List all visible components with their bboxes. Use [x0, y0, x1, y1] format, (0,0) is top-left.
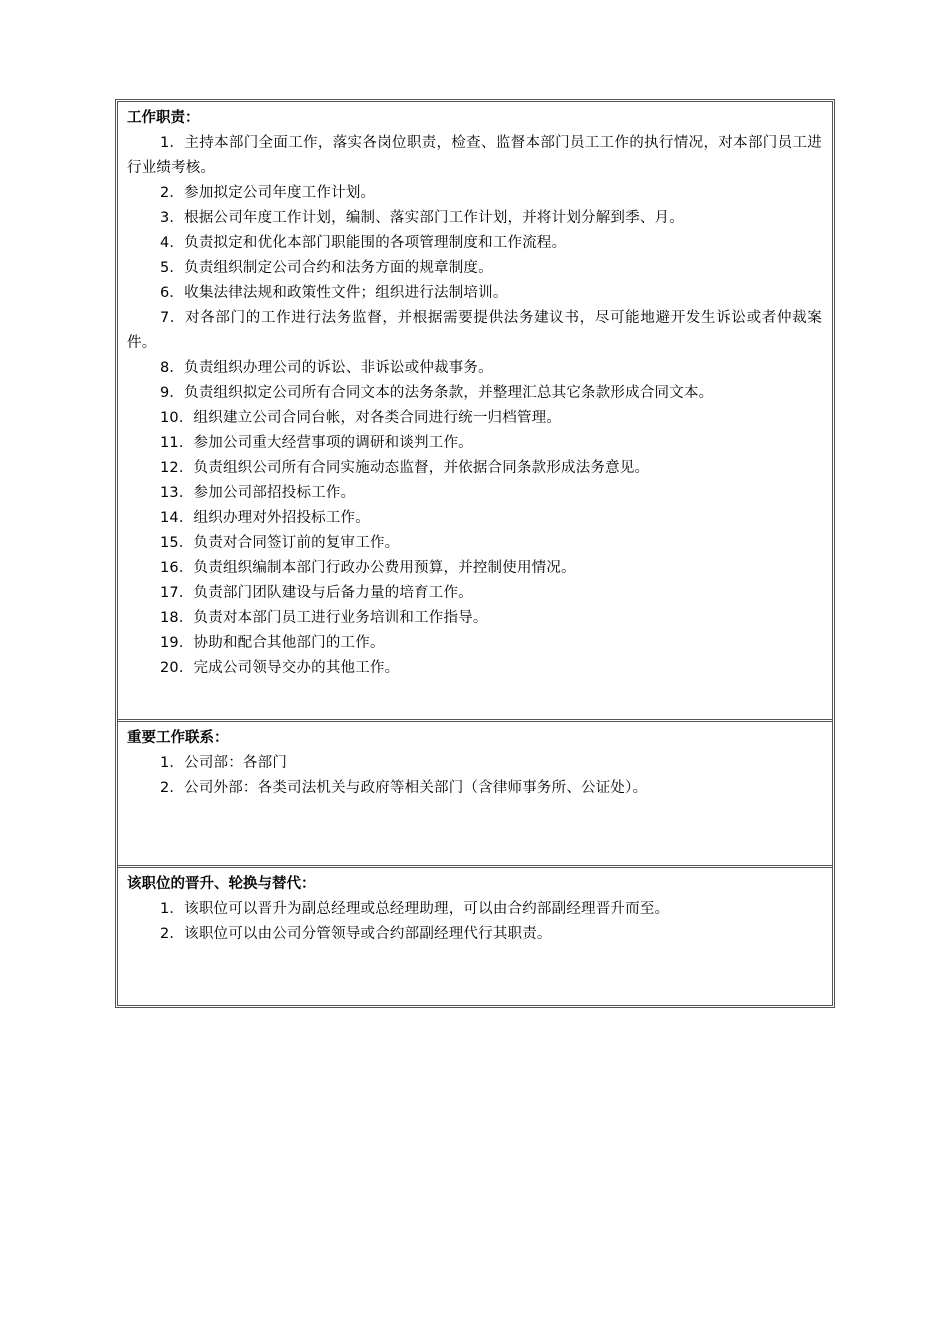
duties-title: 工作职责：: [127, 110, 200, 126]
duty-item: 4．负责拟定和优化本部门职能围的各项管理制度和工作流程。: [160, 235, 567, 251]
duty-item: 19．协助和配合其他部门的工作。: [160, 635, 385, 651]
duties-section: [118, 102, 832, 719]
contacts-section: [118, 719, 832, 865]
duty-item: 5．负责组织制定公司合约和法务方面的规章制度。: [160, 260, 493, 276]
duty-item: 2．参加拟定公司年度工作计划。: [160, 185, 376, 201]
duty-item: 20．完成公司领导交办的其他工作。: [160, 660, 400, 676]
promotion-item: 1．该职位可以晋升为副总经理或总经理助理，可以由合约部副经理晋升而至。: [160, 901, 670, 917]
duty-item: 12．负责组织公司所有合同实施动态监督，并依据合同条款形成法务意见。: [160, 460, 650, 476]
contact-item: 2．公司外部：各类司法机关与政府等相关部门（含律师事务所、公证处）。: [160, 780, 648, 796]
duty-item: 11．参加公司重大经营事项的调研和谈判工作。: [160, 435, 473, 451]
duty-item: 9．负责组织拟定公司所有合同文本的法务条款，并整理汇总其它条款形成合同文本。: [160, 385, 714, 401]
duty-item: 18．负责对本部门员工进行业务培训和工作指导。: [160, 610, 488, 626]
duty-item: 10．组织建立公司合同台帐，对各类合同进行统一归档管理。: [160, 410, 562, 426]
promotion-title: 该职位的晋升、轮换与替代：: [127, 876, 316, 892]
duty-item: 17．负责部门团队建设与后备力量的培育工作。: [160, 585, 473, 601]
duty-item: 16．负责组织编制本部门行政办公费用预算，并控制使用情况。: [160, 560, 576, 576]
contact-item: 1．公司部：各部门: [160, 755, 288, 771]
contacts-title: 重要工作联系：: [127, 730, 229, 746]
duty-item: 15．负责对合同签订前的复审工作。: [160, 535, 400, 551]
duty-item: 8．负责组织办理公司的诉讼、非诉讼或仲裁事务。: [160, 360, 493, 376]
duty-item: 3．根据公司年度工作计划，编制、落实部门工作计划，并将计划分解到季、月。: [160, 210, 684, 226]
promotion-item: 2．该职位可以由公司分管领导或合约部副经理代行其职责。: [160, 926, 552, 942]
duty-item: 6．收集法律法规和政策性文件；组织进行法制培训。: [160, 285, 508, 301]
job-description-table: [115, 99, 835, 1008]
promotion-section: [118, 865, 832, 1005]
duty-item: 13．参加公司部招投标工作。: [160, 485, 356, 501]
duty-item: 1．主持本部门全面工作，落实各岗位职责，检查、监督本部门员工工作的执行情况，对本部门员工进行业绩考核。: [127, 135, 822, 176]
duty-item: 14．组织办理对外招投标工作。: [160, 510, 370, 526]
duty-item: 7．对各部门的工作进行法务监督，并根据需要提供法务建议书，尽可能地避开发生诉讼或者仲裁案件。: [127, 310, 822, 351]
